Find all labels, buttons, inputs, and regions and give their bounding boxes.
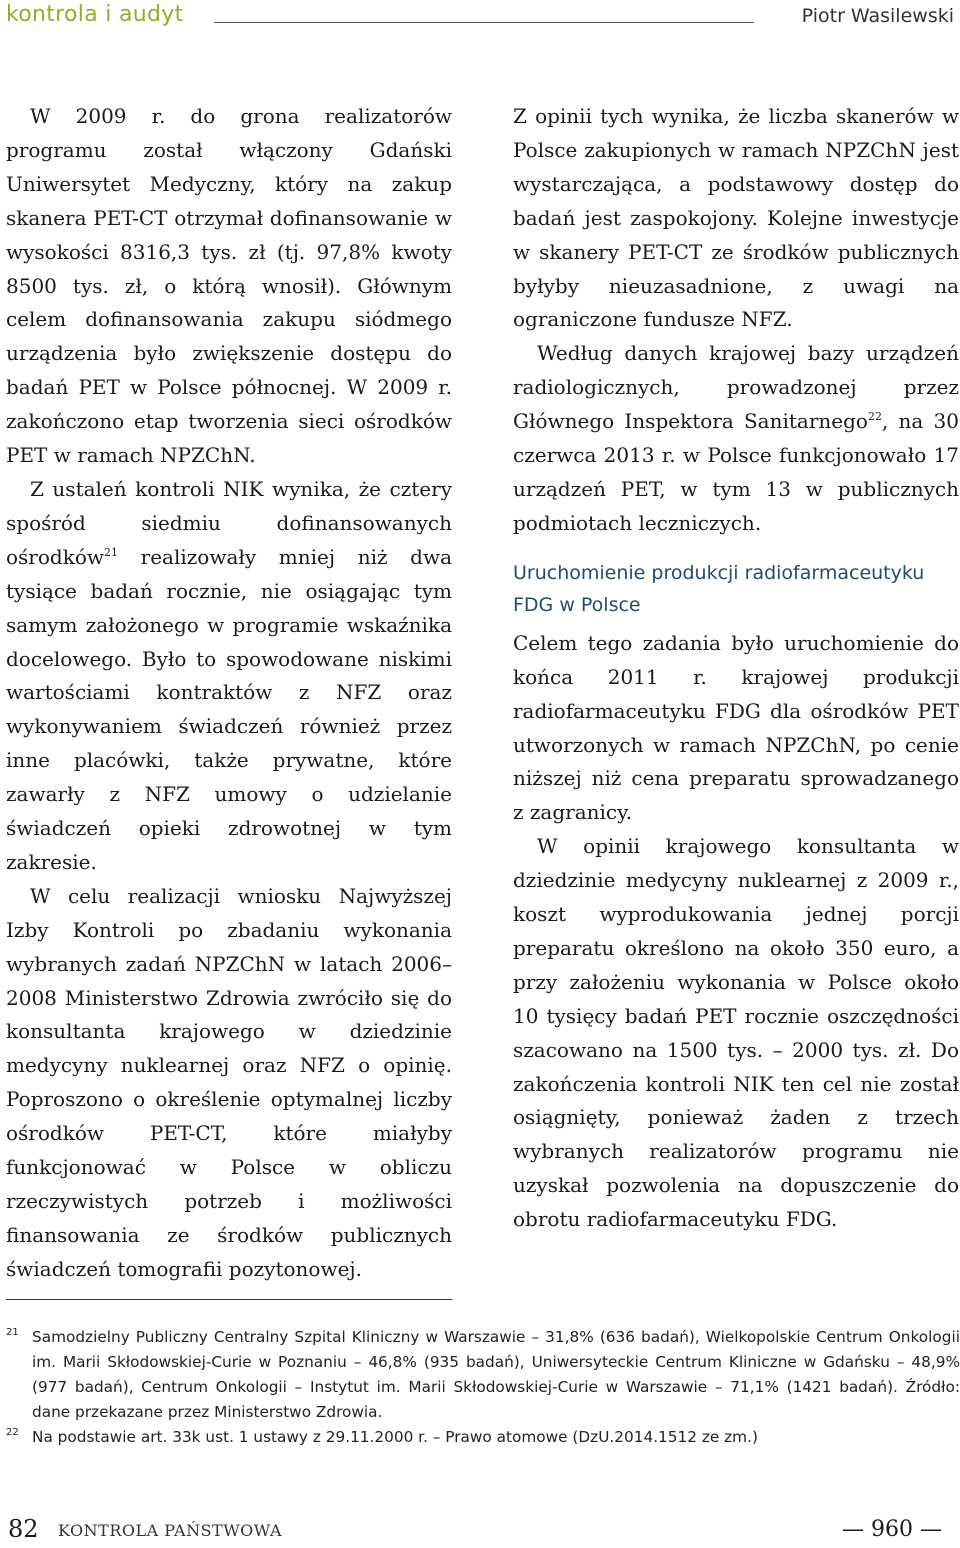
issue-number: — 960 — (842, 1517, 942, 1542)
header-rule (214, 22, 754, 23)
footnote-number: 22 (6, 1427, 19, 1438)
right-column (513, 100, 959, 1237)
footnotes (6, 1325, 960, 1450)
paragraph (6, 473, 452, 880)
footnote-text: Na podstawie art. 33k ust. 1 ustawy z 29.11.2000 r. – Prawo atomowe (DzU.2014.1512 ze zm.) (32, 1428, 758, 1446)
section-subheading: Uruchomienie produkcji radiofarmaceutyku FDG w Polsce (513, 561, 925, 616)
page-footer (0, 1505, 960, 1545)
journal-name: KONTROLA PAŃSTWOWA (58, 1521, 282, 1540)
page-header (0, 0, 960, 34)
paragraph: Celem tego zadania było uruchomienie do końca 2011 r. krajowej produkcji radiofarmaceutyku FDG dla ośrodków PET utworzonych w ramach NPZChN, po cenie niższej niż cena preparatu sprowadzanego z zagranicy. (513, 630, 959, 825)
paragraph: W celu realizacji wniosku Najwyższej Izby Kontroli po zbadaniu wykonania wybranych zadań NPZChN w latach 2006–2008 Ministerstwo Zdrowia zwróciło się do konsultanta krajowego w dziedzinie medycyny nuklearnej oraz NFZ o opinię. Poproszono o określenie optymalnej liczby ośrodków PET-CT, które miałyby funkcjonować w Polsce w obliczu rzeczywistych potrzeb i możliwości finansowania ze środków publicznych świadczeń tomografii pozytonowej. (6, 883, 452, 1281)
footnote-ref-21[interactable]: 21 (104, 545, 118, 559)
footnote-22 (6, 1425, 960, 1450)
paragraph: Z opinii tych wynika, że liczba skanerów w Polsce zakupionych w ramach NPZChN jest wystarczająca, a podstawowy dostęp do badań jest zaspokojony. Kolejne inwestycje w skanery PET-CT ze środków publicznych byłyby nieuzasadnione, z uwagi na ograniczone fundusze NFZ. (513, 104, 959, 332)
footnote-text: Samodzielny Publiczny Centralny Szpital Kliniczny w Warszawie – 31,8% (636 badań), Wielkopolskie Centrum Onkologii im. Marii Skłodowskiej-Curie w Poznaniu – 46,8% (935 badań), Uniwersyteckie Centrum Kliniczne w Gdańsku – 48,9% (977 badań), Centrum Onkologii – Instytut im. Marii Skłodowskiej-Curie w Warszawie – 71,1% (1421 badań). Źródło: dane przekazane przez Ministerstwo Zdrowia. (32, 1328, 960, 1421)
paragraph-text: Według danych krajowej bazy urządzeń radiologicznych, prowadzonej przez Głównego Inspektora Sanitarnego (513, 341, 959, 434)
footnote-ref-22[interactable]: 22 (867, 410, 882, 424)
section-title: kontrola i audyt (6, 2, 184, 27)
left-column (6, 100, 452, 1287)
footnote-21 (6, 1325, 960, 1425)
paragraph (513, 337, 959, 540)
footnote-rule (6, 1299, 452, 1300)
paragraph-text: Z ustaleń kontroli NIK wynika, że cztery spośród siedmiu dofinansowanych ośrodków (6, 476, 452, 569)
paragraph-text: realizowały mniej niż dwa tysiące badań rocznie, nie osiągając tym samym założonego w programie wskaźnika docelowego. Było to spowodowane niskimi wartościami kontraktów z NFZ oraz wykonywaniem świadczeń również przez inne placówki, także prywatne, które zawarły z NFZ umowy o udzielanie świadczeń opieki zdrowotnej w tym zakresie. (6, 544, 452, 874)
author-name: Piotr Wasilewski (801, 5, 954, 27)
paragraph: W opinii krajowego konsultanta w dziedzinie medycyny nuklearnej z 2009 r., koszt wyprodukowania jednej porcji preparatu określono na około 350 euro, a przy założeniu wykonania w Polsce około 10 tysięcy badań PET rocznie oszczędności szacowano na 1500 tys. – 2000 tys. zł. Do zakończenia kontroli NIK ten cel nie został osiągnięty, ponieważ żaden z trzech wybranych realizatorów programu nie uzyskał pozwolenia na dopuszczenie do obrotu radiofarmaceutyku FDG. (513, 834, 959, 1232)
page-number: 82 (8, 1515, 39, 1543)
footnote-number: 21 (6, 1327, 19, 1338)
paragraph: W 2009 r. do grona realizatorów programu został włączony Gdański Uniwersytet Medyczny, który na zakup skanera PET-CT otrzymał dofinansowanie w wysokości 8316,3 tys. zł (tj. 97,8% kwoty 8500 tys. zł, o którą wnosił). Głównym celem dofinansowania zakupu siódmego urządzenia było zwiększenie dostępu do badań PET w Polsce północnej. W 2009 r. zakończono etap tworzenia sieci ośrodków PET w ramach NPZChN. (6, 104, 452, 468)
paragraph-text: , na 30 czerwca 2013 r. w Polsce funkcjonowało 17 urządzeń PET, w tym 13 w publicznych podmiotach leczniczych. (513, 409, 960, 535)
